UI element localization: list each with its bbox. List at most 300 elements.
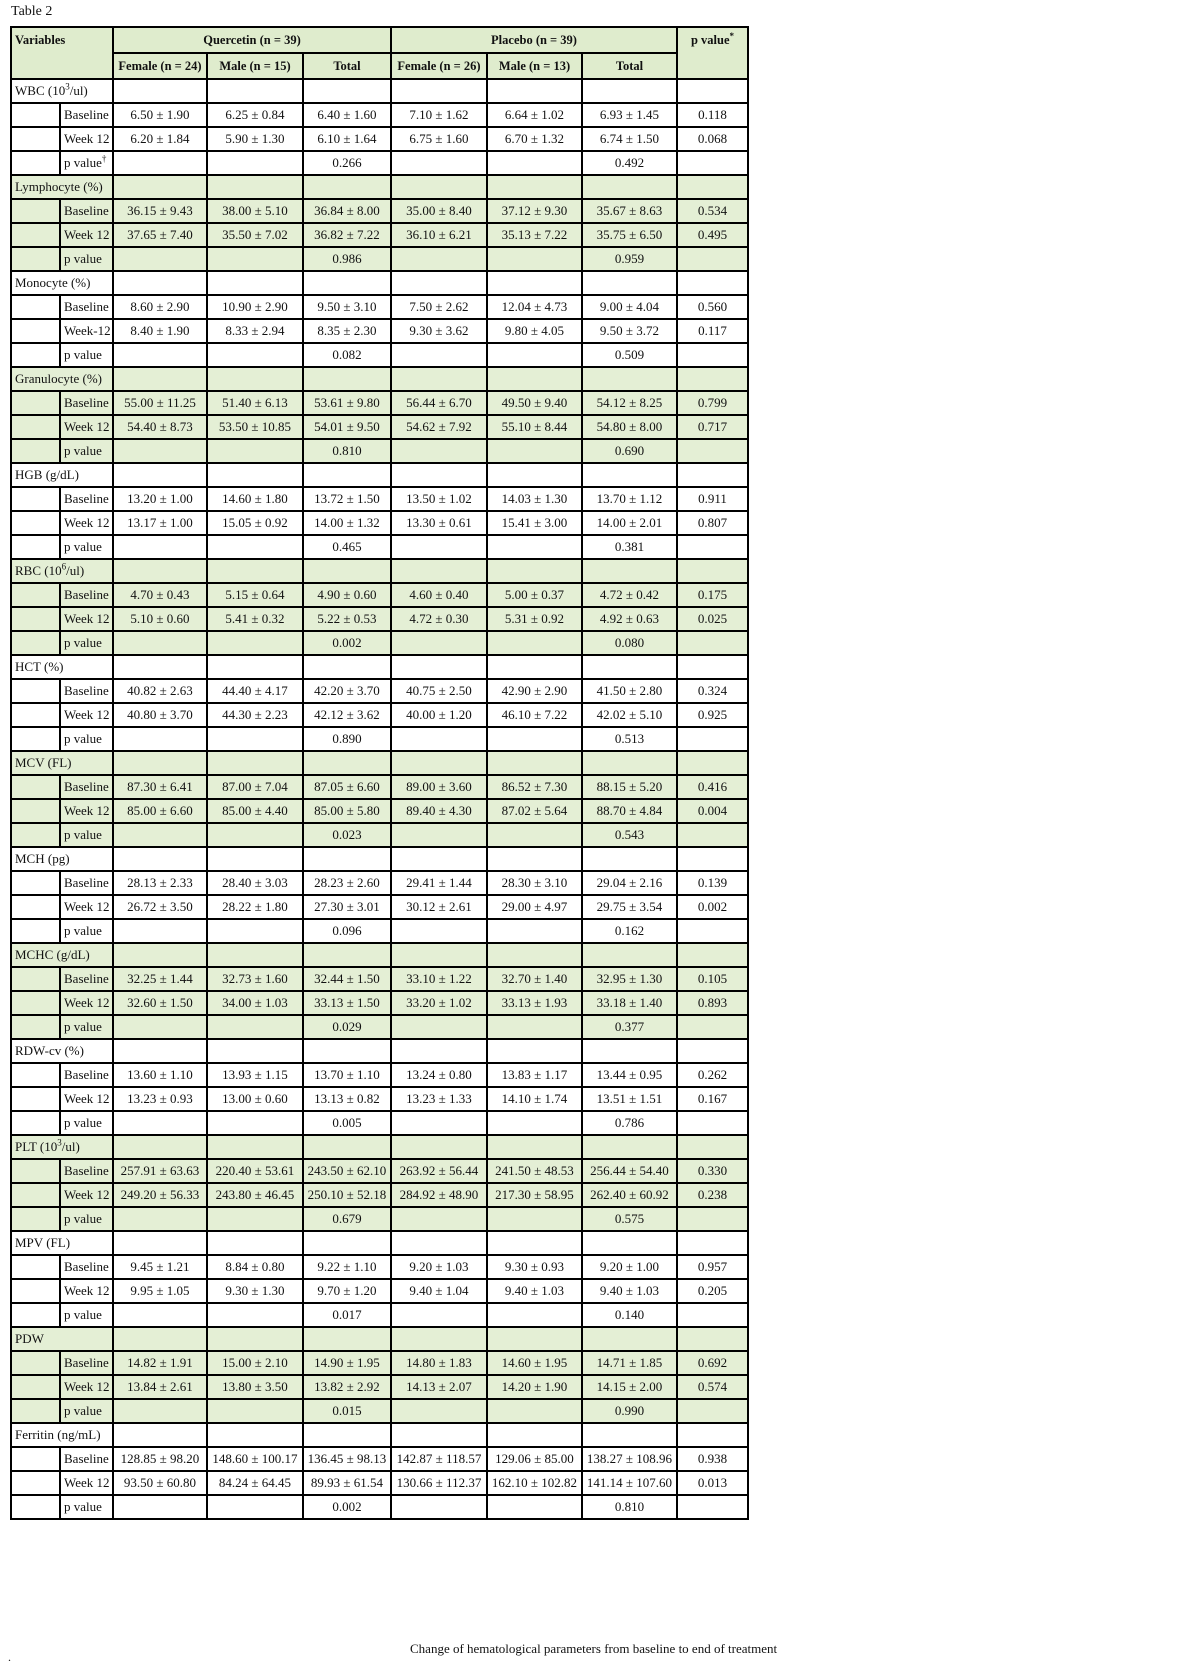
variable-name [11, 847, 113, 871]
pvalue-cell: 0.957 [677, 1255, 748, 1279]
row-label [60, 1279, 113, 1303]
empty-cell [391, 175, 487, 199]
indent-cell [11, 487, 60, 511]
indent-cell [11, 415, 60, 439]
row-label-text: p value [64, 347, 102, 362]
value-cell [207, 1399, 303, 1423]
empty-cell [487, 559, 582, 583]
value-cell: 35.50 ± 7.02 [207, 223, 303, 247]
table-row [11, 415, 748, 439]
value-cell [207, 631, 303, 655]
value-cell: 37.12 ± 9.30 [487, 199, 582, 223]
table-row [11, 607, 748, 631]
value-cell: 13.83 ± 1.17 [487, 1063, 582, 1087]
row-label-text: Baseline [64, 587, 109, 602]
variable-name-text: PDW [15, 1331, 44, 1346]
empty-cell [487, 1039, 582, 1063]
empty-cell [303, 463, 391, 487]
value-cell: 9.40 ± 1.04 [391, 1279, 487, 1303]
pvalue-cell: 0.117 [677, 319, 748, 343]
value-cell: 13.20 ± 1.00 [113, 487, 207, 511]
value-cell: 142.87 ± 118.57 [391, 1447, 487, 1471]
pvalue-cell: 0.495 [677, 223, 748, 247]
value-cell [113, 247, 207, 271]
row-label [60, 199, 113, 223]
header-row-columns [11, 53, 748, 79]
value-cell: 5.22 ± 0.53 [303, 607, 391, 631]
value-cell: 87.05 ± 6.60 [303, 775, 391, 799]
variable-name [11, 175, 113, 199]
row-label-text: Baseline [64, 1163, 109, 1178]
value-cell: 14.00 ± 2.01 [582, 511, 677, 535]
value-cell: 32.73 ± 1.60 [207, 967, 303, 991]
value-cell: 54.40 ± 8.73 [113, 415, 207, 439]
empty-cell [677, 1327, 748, 1351]
row-label-text: p value [64, 539, 102, 554]
value-cell: 5.00 ± 0.37 [487, 583, 582, 607]
variable-name-text: PLT (10 [15, 1139, 58, 1154]
row-label [60, 967, 113, 991]
indent-cell [11, 127, 60, 151]
variable-name-text: Lymphocyte (%) [15, 179, 103, 194]
empty-cell [391, 1135, 487, 1159]
table-row [11, 511, 748, 535]
value-cell [487, 1111, 582, 1135]
empty-cell [113, 655, 207, 679]
value-cell: 0.990 [582, 1399, 677, 1423]
row-label [60, 607, 113, 631]
col-placebo-female: Female (n = 26) [391, 53, 487, 79]
empty-cell [113, 847, 207, 871]
variable-unit-text: /ul) [66, 563, 85, 578]
pvalue-cell [677, 1207, 748, 1231]
row-label [60, 1159, 113, 1183]
empty-cell [677, 79, 748, 103]
value-cell: 0.002 [303, 1495, 391, 1519]
value-cell [487, 151, 582, 175]
variable-name [11, 463, 113, 487]
table-row [11, 1087, 748, 1111]
value-cell: 7.10 ± 1.62 [391, 103, 487, 127]
empty-cell [207, 463, 303, 487]
empty-cell [487, 1327, 582, 1351]
value-cell: 5.10 ± 0.60 [113, 607, 207, 631]
value-cell: 13.80 ± 3.50 [207, 1375, 303, 1399]
table-row [11, 1015, 748, 1039]
empty-cell [582, 367, 677, 391]
value-cell: 217.30 ± 58.95 [487, 1183, 582, 1207]
section-header-row [11, 1327, 748, 1351]
empty-cell [113, 367, 207, 391]
row-label [60, 871, 113, 895]
indent-cell [11, 1087, 60, 1111]
value-cell: 28.30 ± 3.10 [487, 871, 582, 895]
value-cell: 54.80 ± 8.00 [582, 415, 677, 439]
value-cell [391, 1207, 487, 1231]
value-cell: 13.17 ± 1.00 [113, 511, 207, 535]
value-cell: 15.05 ± 0.92 [207, 511, 303, 535]
row-label [60, 919, 113, 943]
value-cell [207, 439, 303, 463]
pvalue-cell [677, 247, 748, 271]
indent-cell [11, 199, 60, 223]
row-label-text: p value [64, 923, 102, 938]
variable-name-text: RDW-cv (%) [15, 1043, 84, 1058]
footnote-mark: . [8, 1650, 11, 1664]
indent-cell [11, 1015, 60, 1039]
value-cell: 35.00 ± 8.40 [391, 199, 487, 223]
value-cell [113, 1399, 207, 1423]
value-cell [113, 343, 207, 367]
value-cell [113, 631, 207, 655]
indent-cell [11, 1447, 60, 1471]
table-row [11, 1207, 748, 1231]
value-cell: 13.23 ± 0.93 [113, 1087, 207, 1111]
empty-cell [113, 559, 207, 583]
pvalue-cell [677, 823, 748, 847]
row-label [60, 487, 113, 511]
value-cell: 13.70 ± 1.10 [303, 1063, 391, 1087]
value-cell [487, 631, 582, 655]
pvalue-cell [677, 1303, 748, 1327]
value-cell: 44.40 ± 4.17 [207, 679, 303, 703]
table-row [11, 1495, 748, 1519]
indent-cell [11, 247, 60, 271]
empty-cell [303, 175, 391, 199]
pvalue-header-text: p value [690, 33, 730, 47]
indent-cell [11, 631, 60, 655]
empty-cell [303, 751, 391, 775]
row-label [60, 799, 113, 823]
value-cell: 54.01 ± 9.50 [303, 415, 391, 439]
value-cell [487, 535, 582, 559]
table-row [11, 1183, 748, 1207]
empty-cell [582, 463, 677, 487]
empty-cell [391, 271, 487, 295]
row-label-text: p value [64, 1403, 102, 1418]
row-label-text: Baseline [64, 1259, 109, 1274]
row-label [60, 1255, 113, 1279]
pvalue-cell: 0.004 [677, 799, 748, 823]
value-cell: 7.50 ± 2.62 [391, 295, 487, 319]
value-cell: 130.66 ± 112.37 [391, 1471, 487, 1495]
value-cell [487, 343, 582, 367]
value-cell [391, 727, 487, 751]
row-label [60, 439, 113, 463]
value-cell: 13.13 ± 0.82 [303, 1087, 391, 1111]
pvalue-cell [677, 439, 748, 463]
row-label-text: p value [64, 1115, 102, 1130]
value-cell: 36.84 ± 8.00 [303, 199, 391, 223]
row-label-text: Week 12 [64, 899, 110, 914]
value-cell: 34.00 ± 1.03 [207, 991, 303, 1015]
row-label-text: Week 12 [64, 1091, 110, 1106]
row-label [60, 319, 113, 343]
table-row [11, 919, 748, 943]
empty-cell [582, 943, 677, 967]
value-cell: 42.20 ± 3.70 [303, 679, 391, 703]
section-header-row [11, 559, 748, 583]
value-cell: 29.41 ± 1.44 [391, 871, 487, 895]
row-label-text: Baseline [64, 395, 109, 410]
empty-cell [207, 847, 303, 871]
col-placebo-male: Male (n = 13) [487, 53, 582, 79]
variables-header: Variables [11, 27, 113, 79]
row-label-text: Baseline [64, 203, 109, 218]
indent-cell [11, 343, 60, 367]
row-label [60, 703, 113, 727]
value-cell: 0.810 [582, 1495, 677, 1519]
indent-cell [11, 823, 60, 847]
value-cell [391, 1015, 487, 1039]
row-label [60, 991, 113, 1015]
value-cell: 0.082 [303, 343, 391, 367]
empty-cell [391, 655, 487, 679]
value-cell: 9.40 ± 1.03 [582, 1279, 677, 1303]
row-label [60, 823, 113, 847]
value-cell: 5.15 ± 0.64 [207, 583, 303, 607]
row-label-text: p value [64, 1211, 102, 1226]
value-cell: 14.80 ± 1.83 [391, 1351, 487, 1375]
value-cell: 129.06 ± 85.00 [487, 1447, 582, 1471]
value-cell: 0.015 [303, 1399, 391, 1423]
empty-cell [677, 1231, 748, 1255]
empty-cell [487, 1231, 582, 1255]
row-label [60, 1399, 113, 1423]
empty-cell [487, 79, 582, 103]
value-cell [113, 151, 207, 175]
value-cell: 14.60 ± 1.80 [207, 487, 303, 511]
indent-cell [11, 223, 60, 247]
indent-cell [11, 607, 60, 631]
empty-cell [487, 1423, 582, 1447]
value-cell: 27.30 ± 3.01 [303, 895, 391, 919]
section-header-row [11, 751, 748, 775]
empty-cell [487, 655, 582, 679]
value-cell: 9.80 ± 4.05 [487, 319, 582, 343]
empty-cell [207, 175, 303, 199]
section-header-row [11, 367, 748, 391]
table-row [11, 727, 748, 751]
col-quercetin-male: Male (n = 15) [207, 53, 303, 79]
pvalue-cell: 0.025 [677, 607, 748, 631]
value-cell [207, 343, 303, 367]
value-cell [487, 727, 582, 751]
value-cell: 0.377 [582, 1015, 677, 1039]
table-row [11, 967, 748, 991]
variable-name [11, 1135, 113, 1159]
table-row [11, 439, 748, 463]
row-label-text: Week 12 [64, 1283, 110, 1298]
value-cell: 13.82 ± 2.92 [303, 1375, 391, 1399]
row-label [60, 415, 113, 439]
value-cell [113, 919, 207, 943]
empty-cell [113, 751, 207, 775]
value-cell: 4.72 ± 0.30 [391, 607, 487, 631]
value-cell [391, 1399, 487, 1423]
col-placebo-total: Total [582, 53, 677, 79]
value-cell: 15.00 ± 2.10 [207, 1351, 303, 1375]
empty-cell [677, 271, 748, 295]
value-cell: 263.92 ± 56.44 [391, 1159, 487, 1183]
value-cell [487, 1015, 582, 1039]
empty-cell [113, 271, 207, 295]
value-cell [207, 919, 303, 943]
empty-cell [207, 655, 303, 679]
empty-cell [207, 1135, 303, 1159]
indent-cell [11, 103, 60, 127]
value-cell: 28.22 ± 1.80 [207, 895, 303, 919]
row-label-text: Week 12 [64, 1187, 110, 1202]
table-row [11, 631, 748, 655]
row-label-text: Week 12 [64, 707, 110, 722]
value-cell: 5.31 ± 0.92 [487, 607, 582, 631]
empty-cell [207, 1327, 303, 1351]
value-cell: 49.50 ± 9.40 [487, 391, 582, 415]
value-cell: 41.50 ± 2.80 [582, 679, 677, 703]
value-cell: 13.24 ± 0.80 [391, 1063, 487, 1087]
table-row [11, 1399, 748, 1423]
value-cell: 32.25 ± 1.44 [113, 967, 207, 991]
pvalue-cell: 0.938 [677, 1447, 748, 1471]
pvalue-cell: 0.002 [677, 895, 748, 919]
empty-cell [303, 1423, 391, 1447]
value-cell: 6.40 ± 1.60 [303, 103, 391, 127]
value-cell [391, 919, 487, 943]
row-label [60, 151, 113, 175]
empty-cell [391, 79, 487, 103]
pvalue-cell: 0.893 [677, 991, 748, 1015]
value-cell [391, 535, 487, 559]
value-cell: 4.60 ± 0.40 [391, 583, 487, 607]
value-cell: 0.080 [582, 631, 677, 655]
value-cell: 93.50 ± 60.80 [113, 1471, 207, 1495]
value-cell [487, 1303, 582, 1327]
row-label [60, 895, 113, 919]
value-cell: 14.03 ± 1.30 [487, 487, 582, 511]
row-label-text: Baseline [64, 971, 109, 986]
pvalue-cell [677, 343, 748, 367]
empty-cell [582, 1039, 677, 1063]
variable-unit-exponent: 6 [61, 561, 67, 572]
value-cell [113, 727, 207, 751]
value-cell: 9.70 ± 1.20 [303, 1279, 391, 1303]
value-cell: 15.41 ± 3.00 [487, 511, 582, 535]
value-cell: 249.20 ± 56.33 [113, 1183, 207, 1207]
row-label [60, 775, 113, 799]
empty-cell [677, 367, 748, 391]
indent-cell [11, 727, 60, 751]
row-label [60, 1207, 113, 1231]
empty-cell [207, 367, 303, 391]
variable-name [11, 559, 113, 583]
value-cell: 9.30 ± 1.30 [207, 1279, 303, 1303]
value-cell: 13.72 ± 1.50 [303, 487, 391, 511]
row-label [60, 727, 113, 751]
variable-name [11, 1231, 113, 1255]
empty-cell [487, 943, 582, 967]
value-cell: 9.45 ± 1.21 [113, 1255, 207, 1279]
value-cell [207, 151, 303, 175]
pvalue-cell [677, 535, 748, 559]
row-label-text: Baseline [64, 779, 109, 794]
value-cell: 9.00 ± 4.04 [582, 295, 677, 319]
empty-cell [677, 175, 748, 199]
value-cell: 13.50 ± 1.02 [391, 487, 487, 511]
value-cell: 29.75 ± 3.54 [582, 895, 677, 919]
variable-name-text: MPV (FL) [15, 1235, 71, 1250]
empty-cell [677, 751, 748, 775]
empty-cell [391, 1327, 487, 1351]
value-cell [391, 343, 487, 367]
table-row [11, 1351, 748, 1375]
table-label: Table 2 [11, 4, 53, 19]
value-cell: 5.90 ± 1.30 [207, 127, 303, 151]
value-cell: 0.575 [582, 1207, 677, 1231]
value-cell: 6.74 ± 1.50 [582, 127, 677, 151]
value-cell: 33.10 ± 1.22 [391, 967, 487, 991]
empty-cell [113, 463, 207, 487]
value-cell: 148.60 ± 100.17 [207, 1447, 303, 1471]
empty-cell [207, 79, 303, 103]
value-cell: 87.02 ± 5.64 [487, 799, 582, 823]
value-cell: 0.509 [582, 343, 677, 367]
empty-cell [303, 559, 391, 583]
pvalue-cell [677, 1015, 748, 1039]
value-cell [113, 535, 207, 559]
value-cell: 26.72 ± 3.50 [113, 895, 207, 919]
row-label [60, 391, 113, 415]
row-label [60, 1063, 113, 1087]
empty-cell [582, 655, 677, 679]
indent-cell [11, 535, 60, 559]
value-cell [207, 727, 303, 751]
pvalue-cell: 0.416 [677, 775, 748, 799]
row-label [60, 127, 113, 151]
value-cell: 0.381 [582, 535, 677, 559]
row-label-text: Baseline [64, 491, 109, 506]
value-cell: 0.986 [303, 247, 391, 271]
col-quercetin-total: Total [303, 53, 391, 79]
value-cell: 0.005 [303, 1111, 391, 1135]
empty-cell [303, 1327, 391, 1351]
value-cell: 162.10 ± 102.82 [487, 1471, 582, 1495]
indent-cell [11, 511, 60, 535]
row-label [60, 1015, 113, 1039]
value-cell [207, 1111, 303, 1135]
empty-cell [391, 559, 487, 583]
section-header-row [11, 463, 748, 487]
pvalue-cell [677, 151, 748, 175]
row-label-text: p value [64, 443, 102, 458]
indent-cell [11, 295, 60, 319]
pvalue-cell: 0.205 [677, 1279, 748, 1303]
value-cell [207, 1207, 303, 1231]
value-cell: 243.50 ± 62.10 [303, 1159, 391, 1183]
value-cell: 220.40 ± 53.61 [207, 1159, 303, 1183]
indent-cell [11, 895, 60, 919]
table-row [11, 871, 748, 895]
section-header-row [11, 1231, 748, 1255]
value-cell: 8.60 ± 2.90 [113, 295, 207, 319]
indent-cell [11, 991, 60, 1015]
value-cell [487, 1207, 582, 1231]
value-cell: 6.50 ± 1.90 [113, 103, 207, 127]
variable-name-text: Ferritin (ng/mL) [15, 1427, 101, 1442]
value-cell [487, 1399, 582, 1423]
value-cell: 9.30 ± 0.93 [487, 1255, 582, 1279]
value-cell: 5.41 ± 0.32 [207, 607, 303, 631]
